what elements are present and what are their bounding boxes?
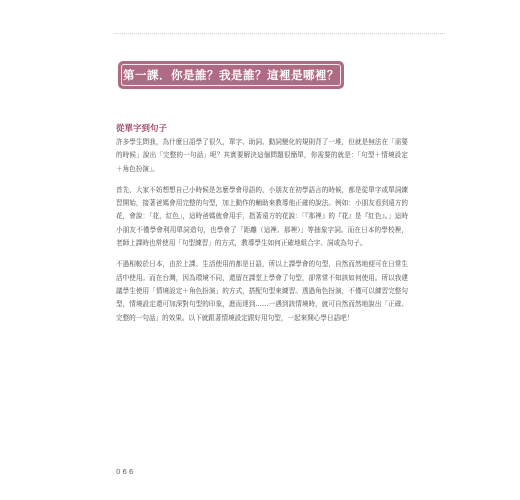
top-dotted-rule (115, 33, 445, 34)
body-text (116, 136, 408, 333)
section-heading: 從單字到句子 (116, 124, 168, 134)
paragraph-2: 首先，大家不妨想想自己小時候是怎麼學會母語的，小朋友在初學語言的時候，都是從單字或單詞練習開始，接著爸媽會用完整的句型，加上動作的輔助來教導他正確的說法。例如：小朋友看到遠方的花，會說：「花，紅色」，這時爸媽就會用手，指著遠方的花說：「『那裡』的『花』是『紅色』。」這時小朋友不僅學會利用單詞造句，也學會了「距離（這裡、那裡）」等抽象字詞。而在日本的學校裡，老師上課時也常使用「句型練習」的方式，教導學生如何正確地組合字、詞或為句子。 (116, 185, 408, 248)
chapter-title-banner (118, 61, 344, 89)
paragraph-1: 許多學生問我，為什麼日語學了很久，單字、助詞、動詞變化的規則背了一堆，但就是無法在「需要的時候」說出「完整的一句話」呢？其實要解決這個問題很簡單，你需要的就是：「句型＋情境設定＋角色扮演」。 (116, 138, 408, 173)
chapter-title: 第一課．你是誰？我是誰？這裡是哪裡？ (123, 68, 339, 82)
paragraph-3: 不過相較於日本，由於上課、生活使用的都是日語，所以上課學會的句型，自然而然地便可在日常生活中使用。而在台灣，因為環境不同，還留在課堂上學會了句型，卻常常不知該如何使用。所以我建議學生使用「情境設定＋角色扮演」的方式，搭配句型來練習。透過角色扮演，不僅可以練習完整句型，情境設定還可加深對句型的印象，進而達到……一遇到該情境時，就可自然而然地說出「正確、完整的一句話」的效果。以下就跟著情境設定跟好用句型，一起來開心學日語吧！ (116, 260, 408, 322)
page-number: 066 (116, 468, 136, 476)
